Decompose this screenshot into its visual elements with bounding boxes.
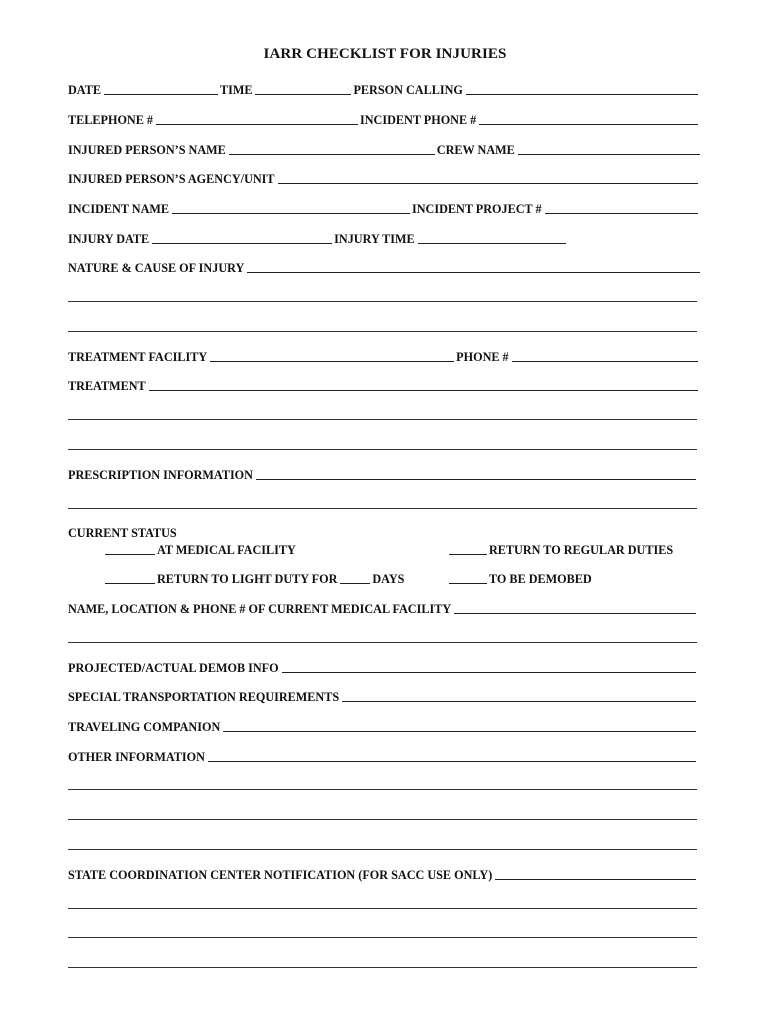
row-agency-unit xyxy=(68,170,700,186)
special-transport-field[interactable] xyxy=(342,701,696,702)
row-date-time-caller xyxy=(68,81,700,97)
row-other-info xyxy=(68,748,698,764)
treatment-line-2[interactable] xyxy=(68,419,697,420)
row-incident-name xyxy=(68,200,700,216)
current-medical-facility-label: NAME, LOCATION & PHONE # OF CURRENT MEDICAL FACILITY xyxy=(68,602,452,616)
telephone-field[interactable] xyxy=(156,124,358,125)
to-be-demobed-label: TO BE DEMOBED xyxy=(489,572,592,586)
incident-name-field[interactable] xyxy=(172,213,410,214)
treatment-facility-label: TREATMENT FACILITY xyxy=(68,350,208,364)
treatment-line-3[interactable] xyxy=(68,449,697,450)
traveling-companion-field[interactable] xyxy=(223,731,696,732)
form-title: IARR CHECKLIST FOR INJURIES xyxy=(263,46,507,62)
person-calling-field[interactable] xyxy=(466,94,698,95)
time-label: TIME xyxy=(219,83,253,97)
traveling-companion-label: TRAVELING COMPANION xyxy=(68,720,221,734)
injury-date-field[interactable] xyxy=(152,243,332,244)
state-coordination-line-4[interactable] xyxy=(68,967,697,968)
phone-label: PHONE # xyxy=(456,350,509,364)
crew-name-label: CREW NAME xyxy=(436,143,515,157)
state-coordination-label: STATE COORDINATION CENTER NOTIFICATION (FOR SACC USE ONLY) xyxy=(68,868,493,882)
nature-cause-line-3[interactable] xyxy=(68,331,697,332)
status-return-regular xyxy=(449,541,676,557)
status-to-be-demobed xyxy=(449,570,595,586)
injury-time-label: INJURY TIME xyxy=(334,232,415,246)
row-injury-date-time xyxy=(68,230,568,246)
status-return-light xyxy=(105,570,407,586)
light-duty-days-field[interactable] xyxy=(340,583,370,584)
row-prescription xyxy=(68,466,698,482)
row-traveling-companion xyxy=(68,718,698,734)
incident-project-field[interactable] xyxy=(545,213,698,214)
return-light-checkbox[interactable] xyxy=(105,583,155,584)
row-state-coordination xyxy=(68,866,698,882)
other-info-field[interactable] xyxy=(208,761,696,762)
nature-cause-line-2[interactable] xyxy=(68,301,697,302)
row-nature-cause xyxy=(68,259,702,275)
demob-info-label: PROJECTED/ACTUAL DEMOB INFO xyxy=(68,661,279,675)
at-medical-facility-checkbox[interactable] xyxy=(105,554,155,555)
date-label: DATE xyxy=(68,83,101,97)
special-transport-label: SPECIAL TRANSPORTATION REQUIREMENTS xyxy=(68,690,340,704)
row-treatment-facility xyxy=(68,348,700,364)
row-current-medical-facility xyxy=(68,600,698,616)
other-info-label: OTHER INFORMATION xyxy=(68,750,205,764)
person-calling-label: PERSON CALLING xyxy=(353,83,463,97)
prescription-field[interactable] xyxy=(256,479,696,480)
demob-info-field[interactable] xyxy=(282,672,696,673)
treatment-field[interactable] xyxy=(149,390,698,391)
injured-name-label: INJURED PERSON’S NAME xyxy=(68,143,226,157)
injured-name-field[interactable] xyxy=(229,154,435,155)
telephone-label: TELEPHONE # xyxy=(68,113,153,127)
treatment-facility-field[interactable] xyxy=(210,361,454,362)
agency-unit-field[interactable] xyxy=(278,183,698,184)
nature-cause-field[interactable] xyxy=(247,272,700,273)
row-injured-name xyxy=(68,141,702,157)
row-treatment xyxy=(68,377,700,393)
row-demob-info xyxy=(68,659,698,675)
current-status-label: CURRENT STATUS xyxy=(68,526,177,540)
other-info-line-2[interactable] xyxy=(68,789,697,790)
state-coordination-line-2[interactable] xyxy=(68,908,697,909)
row-special-transport xyxy=(68,688,698,704)
date-field[interactable] xyxy=(104,94,218,95)
incident-name-label: INCIDENT NAME xyxy=(68,202,170,216)
status-at-medical-facility xyxy=(105,541,299,557)
row-telephone xyxy=(68,111,700,127)
current-medical-facility-field[interactable] xyxy=(454,613,696,614)
injury-time-field[interactable] xyxy=(418,243,566,244)
other-info-line-4[interactable] xyxy=(68,849,697,850)
incident-phone-label: INCIDENT PHONE # xyxy=(360,113,477,127)
other-info-line-3[interactable] xyxy=(68,819,697,820)
current-medical-facility-line-2[interactable] xyxy=(68,642,697,643)
crew-name-field[interactable] xyxy=(518,154,700,155)
state-coordination-field[interactable] xyxy=(495,879,696,880)
return-regular-label: RETURN TO REGULAR DUTIES xyxy=(489,543,674,557)
prescription-label: PRESCRIPTION INFORMATION xyxy=(68,468,253,482)
state-coordination-line-3[interactable] xyxy=(68,937,697,938)
incident-phone-field[interactable] xyxy=(479,124,698,125)
incident-project-label: INCIDENT PROJECT # xyxy=(412,202,542,216)
to-be-demobed-checkbox[interactable] xyxy=(449,583,487,584)
phone-field[interactable] xyxy=(512,361,698,362)
return-regular-checkbox[interactable] xyxy=(449,554,487,555)
prescription-line-2[interactable] xyxy=(68,508,697,509)
at-medical-facility-label: AT MEDICAL FACILITY xyxy=(157,543,296,557)
nature-cause-label: NATURE & CAUSE OF INJURY xyxy=(68,261,245,275)
return-light-label: RETURN TO LIGHT DUTY FOR xyxy=(157,572,338,586)
days-label: DAYS xyxy=(372,572,405,586)
injury-date-label: INJURY DATE xyxy=(68,232,150,246)
agency-unit-label: INJURED PERSON’S AGENCY/UNIT xyxy=(68,172,275,186)
time-field[interactable] xyxy=(255,94,351,95)
treatment-label: TREATMENT xyxy=(68,379,146,393)
